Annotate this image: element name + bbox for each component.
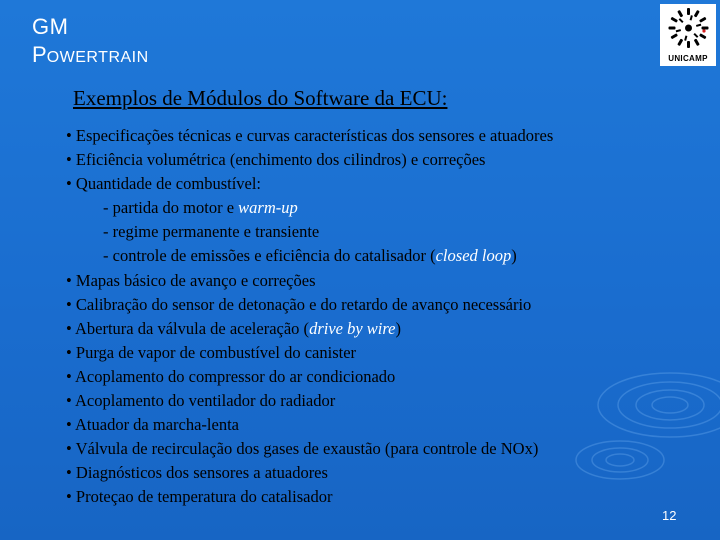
list-item: • Calibração do sensor de detonação e do retardo de avanço necessário	[66, 294, 532, 314]
logo-emblem-icon	[660, 4, 716, 54]
product-name-rest: OWERTRAIN	[46, 49, 149, 66]
list-item: • Proteçao de temperatura do catalisador	[66, 487, 333, 507]
list-item: • Quantidade de combustível:	[66, 174, 262, 194]
product-name-first: P	[32, 42, 47, 67]
list-item: • Acoplamento do compressor do ar condicionado	[66, 366, 396, 386]
list-item: • Eficiência volumétrica (enchimento dos cilindros) e correções	[66, 150, 486, 170]
page-number: 12	[662, 508, 677, 523]
list-item: • Purga de vapor de combustível do canister	[66, 342, 357, 362]
list-item: • Abertura da válvula de aceleração (drive by wire)	[66, 318, 402, 338]
water-ripple-decoration	[560, 330, 720, 510]
slide-title: Exemplos de Módulos do Software da ECU:	[73, 86, 448, 110]
list-item: • Atuador da marcha-lenta	[66, 415, 239, 435]
list-subitem: - controle de emissões e eficiência do catalisador (closed loop)	[103, 246, 517, 266]
brand-name: GM	[32, 14, 69, 39]
list-item: • Diagnósticos dos sensores a atuadores	[66, 463, 328, 483]
unicamp-logo	[660, 4, 716, 66]
list-item: • Mapas básico de avanço e correções	[66, 270, 316, 290]
list-subitem: - partida do motor e warm-up	[103, 198, 298, 218]
list-item: • Acoplamento do ventilador do radiador	[66, 391, 336, 411]
logo-text: UNICAMP	[668, 54, 708, 63]
list-subitem: - regime permanente e transiente	[103, 222, 320, 242]
list-item: • Especificações técnicas e curvas características dos sensores e atuadores	[66, 126, 554, 145]
slide-header	[32, 14, 149, 71]
list-item: • Válvula de recirculação dos gases de exaustão (para controle de NOx)	[66, 439, 539, 459]
product-name	[32, 42, 149, 71]
